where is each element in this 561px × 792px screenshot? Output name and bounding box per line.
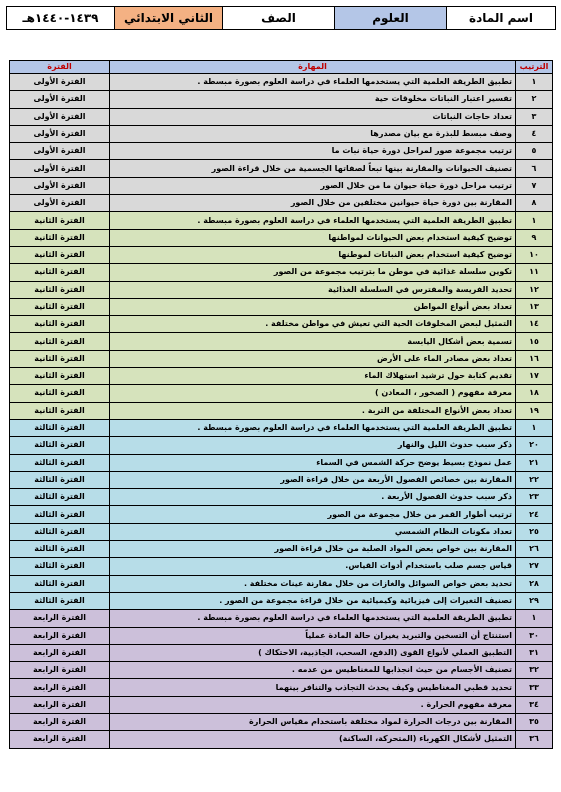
skill-row	[10, 281, 553, 298]
skill-row	[10, 662, 553, 679]
number-cell: ١	[516, 74, 553, 91]
skill-cell: ذكر سبب حدوث الفصول الأربعة .	[110, 489, 516, 506]
number-cell: ٣٠	[516, 627, 553, 644]
skill-cell: تقديم كتابة حول ترشيد استهلاك الماء	[110, 368, 516, 385]
number-cell: ٣٥	[516, 713, 553, 730]
skill-cell: قياس جسم صلب باستخدام أدوات القياس.	[110, 558, 516, 575]
skill-row	[10, 489, 553, 506]
skill-row	[10, 541, 553, 558]
number-cell: ١	[516, 212, 553, 229]
skill-row	[10, 333, 553, 350]
period-cell: الفترة الثالثة	[10, 558, 110, 575]
number-cell: ٣	[516, 108, 553, 125]
number-cell: ٤	[516, 125, 553, 142]
period-cell: الفترة الثانية	[10, 402, 110, 419]
grade-value: الثاني الابتدائي	[115, 7, 223, 30]
skill-cell: التطبيق العملي لأنواع القوى (الدفع، السحب، الجاذبية، الاحتكاك )	[110, 644, 516, 661]
subject-value: العلوم	[335, 7, 447, 30]
skill-row	[10, 402, 553, 419]
period-cell: الفترة الثانية	[10, 281, 110, 298]
skill-cell: معرفة مفهوم ( الصخور ، المعادن )	[110, 385, 516, 402]
skill-cell: تصنيف الحيوانات والمقارنة بينها تبعاً لصفاتها الجسمية من خلال قراءة الصور	[110, 160, 516, 177]
period-column-header: الفترة	[10, 61, 110, 74]
skill-cell: توضيح كيفية استخدام بعض الحيوانات لمواطنها	[110, 229, 516, 246]
skill-row	[10, 610, 553, 627]
number-cell: ١٧	[516, 368, 553, 385]
skill-cell: التمثيل لأشكال الكهرباء (المتحركة، الساكنة)	[110, 731, 516, 748]
number-cell: ٥	[516, 143, 553, 160]
skill-cell: تعداد بعض أنواع المواطن	[110, 298, 516, 315]
skills-table-body	[10, 61, 553, 749]
number-cell: ٢٢	[516, 471, 553, 488]
period-cell: الفترة الثالثة	[10, 592, 110, 609]
number-cell: ١٩	[516, 402, 553, 419]
period-cell: الفترة الثانية	[10, 333, 110, 350]
skill-row	[10, 575, 553, 592]
skill-row	[10, 644, 553, 661]
period-cell: الفترة الثانية	[10, 298, 110, 315]
skill-cell: تطبيق الطريقة العلمية التي يستخدمها العلماء في دراسة العلوم بصورة مبسطة .	[110, 419, 516, 436]
period-cell: الفترة الثالثة	[10, 419, 110, 436]
skill-row	[10, 558, 553, 575]
skill-cell: ذكر سبب حدوث الليل والنهار	[110, 437, 516, 454]
number-cell: ١٥	[516, 333, 553, 350]
skill-row	[10, 125, 553, 142]
subject-label: اسم المادة	[447, 7, 556, 30]
skill-cell: استنتاج أن التسخين والتبريد يغيران حالة المادة عملياً	[110, 627, 516, 644]
period-cell: الفترة الثالثة	[10, 489, 110, 506]
skill-cell: تحديد بعض خواص السوائل والغازات من خلال مقارنة عينات مختلفة .	[110, 575, 516, 592]
skill-row	[10, 195, 553, 212]
skill-cell: المقارنة بين درجات الحرارة لمواد مختلفة باستخدام مقياس الحرارة	[110, 713, 516, 730]
skill-row	[10, 437, 553, 454]
number-cell: ٢	[516, 91, 553, 108]
period-cell: الفترة الثانية	[10, 212, 110, 229]
period-cell: الفترة الثالثة	[10, 437, 110, 454]
number-cell: ٦	[516, 160, 553, 177]
skill-cell: عمل نموذج بسيط يوضح حركة الشمس في السماء	[110, 454, 516, 471]
period-cell: الفترة الأولى	[10, 125, 110, 142]
number-cell: ١	[516, 610, 553, 627]
skill-cell: توضيح كيفية استخدام بعض النباتات لموطنها	[110, 246, 516, 263]
skill-cell: تطبيق الطريقة العلمية التي يستخدمها العلماء في دراسة العلوم بصورة مبسطة .	[110, 74, 516, 91]
skill-cell: ترتيب مجموعة صور لمراحل دورة حياة نبات ما	[110, 143, 516, 160]
period-cell: الفترة الثانية	[10, 246, 110, 263]
skill-cell: تصنيف التغيرات إلى فيزيائية وكيميائية من خلال قراءة مجموعة من الصور .	[110, 592, 516, 609]
skill-cell: تصنيف الأجسام من حيث انجذابها للمغناطيس من عدمه .	[110, 662, 516, 679]
skill-row	[10, 471, 553, 488]
skill-cell: تطبيق الطريقة العلمية التي يستخدمها العلماء في دراسة العلوم بصورة مبسطة .	[110, 212, 516, 229]
skill-row	[10, 385, 553, 402]
period-cell: الفترة الرابعة	[10, 644, 110, 661]
period-cell: الفترة الثانية	[10, 368, 110, 385]
skill-row	[10, 713, 553, 730]
number-cell: ٢٤	[516, 506, 553, 523]
skill-cell: تكوين سلسلة غذائية في موطن ما بترتيب مجموعة من الصور	[110, 264, 516, 281]
period-cell: الفترة الثانية	[10, 229, 110, 246]
number-cell: ٣٤	[516, 696, 553, 713]
number-cell: ٢٧	[516, 558, 553, 575]
skill-row	[10, 368, 553, 385]
skill-row	[10, 592, 553, 609]
number-cell: ٢٦	[516, 541, 553, 558]
skill-cell: التمثيل لبعض المخلوقات الحية التي تعيش في مواطن مختلفة .	[110, 316, 516, 333]
skill-cell: تسمية بعض أشكال اليابسة	[110, 333, 516, 350]
period-cell: الفترة الرابعة	[10, 696, 110, 713]
number-cell: ٢١	[516, 454, 553, 471]
period-cell: الفترة الثالثة	[10, 575, 110, 592]
skill-column-header: المهارة	[110, 61, 516, 74]
skill-row	[10, 350, 553, 367]
skill-cell: المقارنة بين دورة حياة حيوانين مختلفين من خلال الصور	[110, 195, 516, 212]
period-cell: الفترة الثانية	[10, 385, 110, 402]
period-cell: الفترة الثالثة	[10, 454, 110, 471]
period-cell: الفترة الأولى	[10, 177, 110, 194]
skill-cell: المقارنة بين خواص بعض المواد الصلبة من خلال قراءة الصور	[110, 541, 516, 558]
period-cell: الفترة الثالثة	[10, 506, 110, 523]
number-cell: ٣٢	[516, 662, 553, 679]
skill-cell: تعداد حاجات النباتات	[110, 108, 516, 125]
skill-row	[10, 160, 553, 177]
number-cell: ٢٣	[516, 489, 553, 506]
period-cell: الفترة الثانية	[10, 316, 110, 333]
number-cell: ٧	[516, 177, 553, 194]
skill-row	[10, 246, 553, 263]
skill-row	[10, 454, 553, 471]
number-cell: ١	[516, 419, 553, 436]
number-cell: ٩	[516, 229, 553, 246]
skill-cell: ترتيب أطوار القمر من خلال مجموعة من الصور	[110, 506, 516, 523]
period-cell: الفترة الثانية	[10, 350, 110, 367]
period-cell: الفترة الثالثة	[10, 523, 110, 540]
skill-cell: تطبيق الطريقة العلمية التي يستخدمها العلماء في دراسة العلوم بصورة مبسطة .	[110, 610, 516, 627]
number-cell: ٨	[516, 195, 553, 212]
number-cell: ٢٩	[516, 592, 553, 609]
number-cell: ٣١	[516, 644, 553, 661]
skill-row	[10, 143, 553, 160]
period-cell: الفترة الأولى	[10, 108, 110, 125]
skill-row	[10, 212, 553, 229]
skill-cell: تفسير اعتبار النباتات مخلوقات حية	[110, 91, 516, 108]
period-cell: الفترة الأولى	[10, 143, 110, 160]
number-cell: ٢٥	[516, 523, 553, 540]
skill-cell: المقارنة بين خصائص الفصول الأربعة من خلال قراءة الصور	[110, 471, 516, 488]
number-cell: ٢٠	[516, 437, 553, 454]
skill-row	[10, 229, 553, 246]
period-cell: الفترة الرابعة	[10, 679, 110, 696]
period-cell: الفترة الرابعة	[10, 627, 110, 644]
number-column-header: الترتيب	[516, 61, 553, 74]
skill-row	[10, 696, 553, 713]
period-cell: الفترة الثانية	[10, 264, 110, 281]
number-cell: ١٣	[516, 298, 553, 315]
number-cell: ١٦	[516, 350, 553, 367]
column-header-row	[10, 61, 553, 74]
skill-cell: معرفة مفهوم الحرارة .	[110, 696, 516, 713]
skill-row	[10, 419, 553, 436]
skill-cell: تحديد قطبي المغناطيس وكيف يحدث التجاذب والتنافر بينهما	[110, 679, 516, 696]
skill-row	[10, 91, 553, 108]
skill-row	[10, 298, 553, 315]
academic-year: ١٤٣٩-١٤٤٠هـ	[7, 7, 115, 30]
period-cell: الفترة الرابعة	[10, 662, 110, 679]
skills-table	[9, 60, 553, 749]
skill-row	[10, 506, 553, 523]
number-cell: ١١	[516, 264, 553, 281]
skill-row	[10, 108, 553, 125]
number-cell: ٢٨	[516, 575, 553, 592]
period-cell: الفترة الأولى	[10, 195, 110, 212]
period-cell: الفترة الرابعة	[10, 731, 110, 748]
grade-label: الصف	[223, 7, 335, 30]
skill-row	[10, 74, 553, 91]
skill-cell: تعداد بعض مصادر الماء على الأرض	[110, 350, 516, 367]
period-cell: الفترة الأولى	[10, 74, 110, 91]
skill-cell: وصف مبسط للبذرة مع بيان مصدرها	[110, 125, 516, 142]
period-cell: الفترة الثالثة	[10, 541, 110, 558]
skill-cell: تعداد مكونات النظام الشمسي	[110, 523, 516, 540]
period-cell: الفترة الأولى	[10, 160, 110, 177]
skill-row	[10, 679, 553, 696]
skill-row	[10, 731, 553, 748]
period-cell: الفترة الرابعة	[10, 610, 110, 627]
subject-header-table	[6, 6, 556, 30]
skill-row	[10, 523, 553, 540]
number-cell: ١٢	[516, 281, 553, 298]
skill-row	[10, 627, 553, 644]
number-cell: ١٠	[516, 246, 553, 263]
number-cell: ٣٣	[516, 679, 553, 696]
skill-row	[10, 177, 553, 194]
number-cell: ١٤	[516, 316, 553, 333]
number-cell: ١٨	[516, 385, 553, 402]
skill-row	[10, 316, 553, 333]
period-cell: الفترة الثالثة	[10, 471, 110, 488]
skill-cell: ترتيب مراحل دورة حياة حيوان ما من خلال الصور	[110, 177, 516, 194]
skill-cell: تحديد الفريسة والمفترس في السلسلة الغذائية	[110, 281, 516, 298]
skill-row	[10, 264, 553, 281]
number-cell: ٣٦	[516, 731, 553, 748]
period-cell: الفترة الرابعة	[10, 713, 110, 730]
skill-cell: تعداد بعض الأنواع المختلفة من التربة .	[110, 402, 516, 419]
period-cell: الفترة الأولى	[10, 91, 110, 108]
